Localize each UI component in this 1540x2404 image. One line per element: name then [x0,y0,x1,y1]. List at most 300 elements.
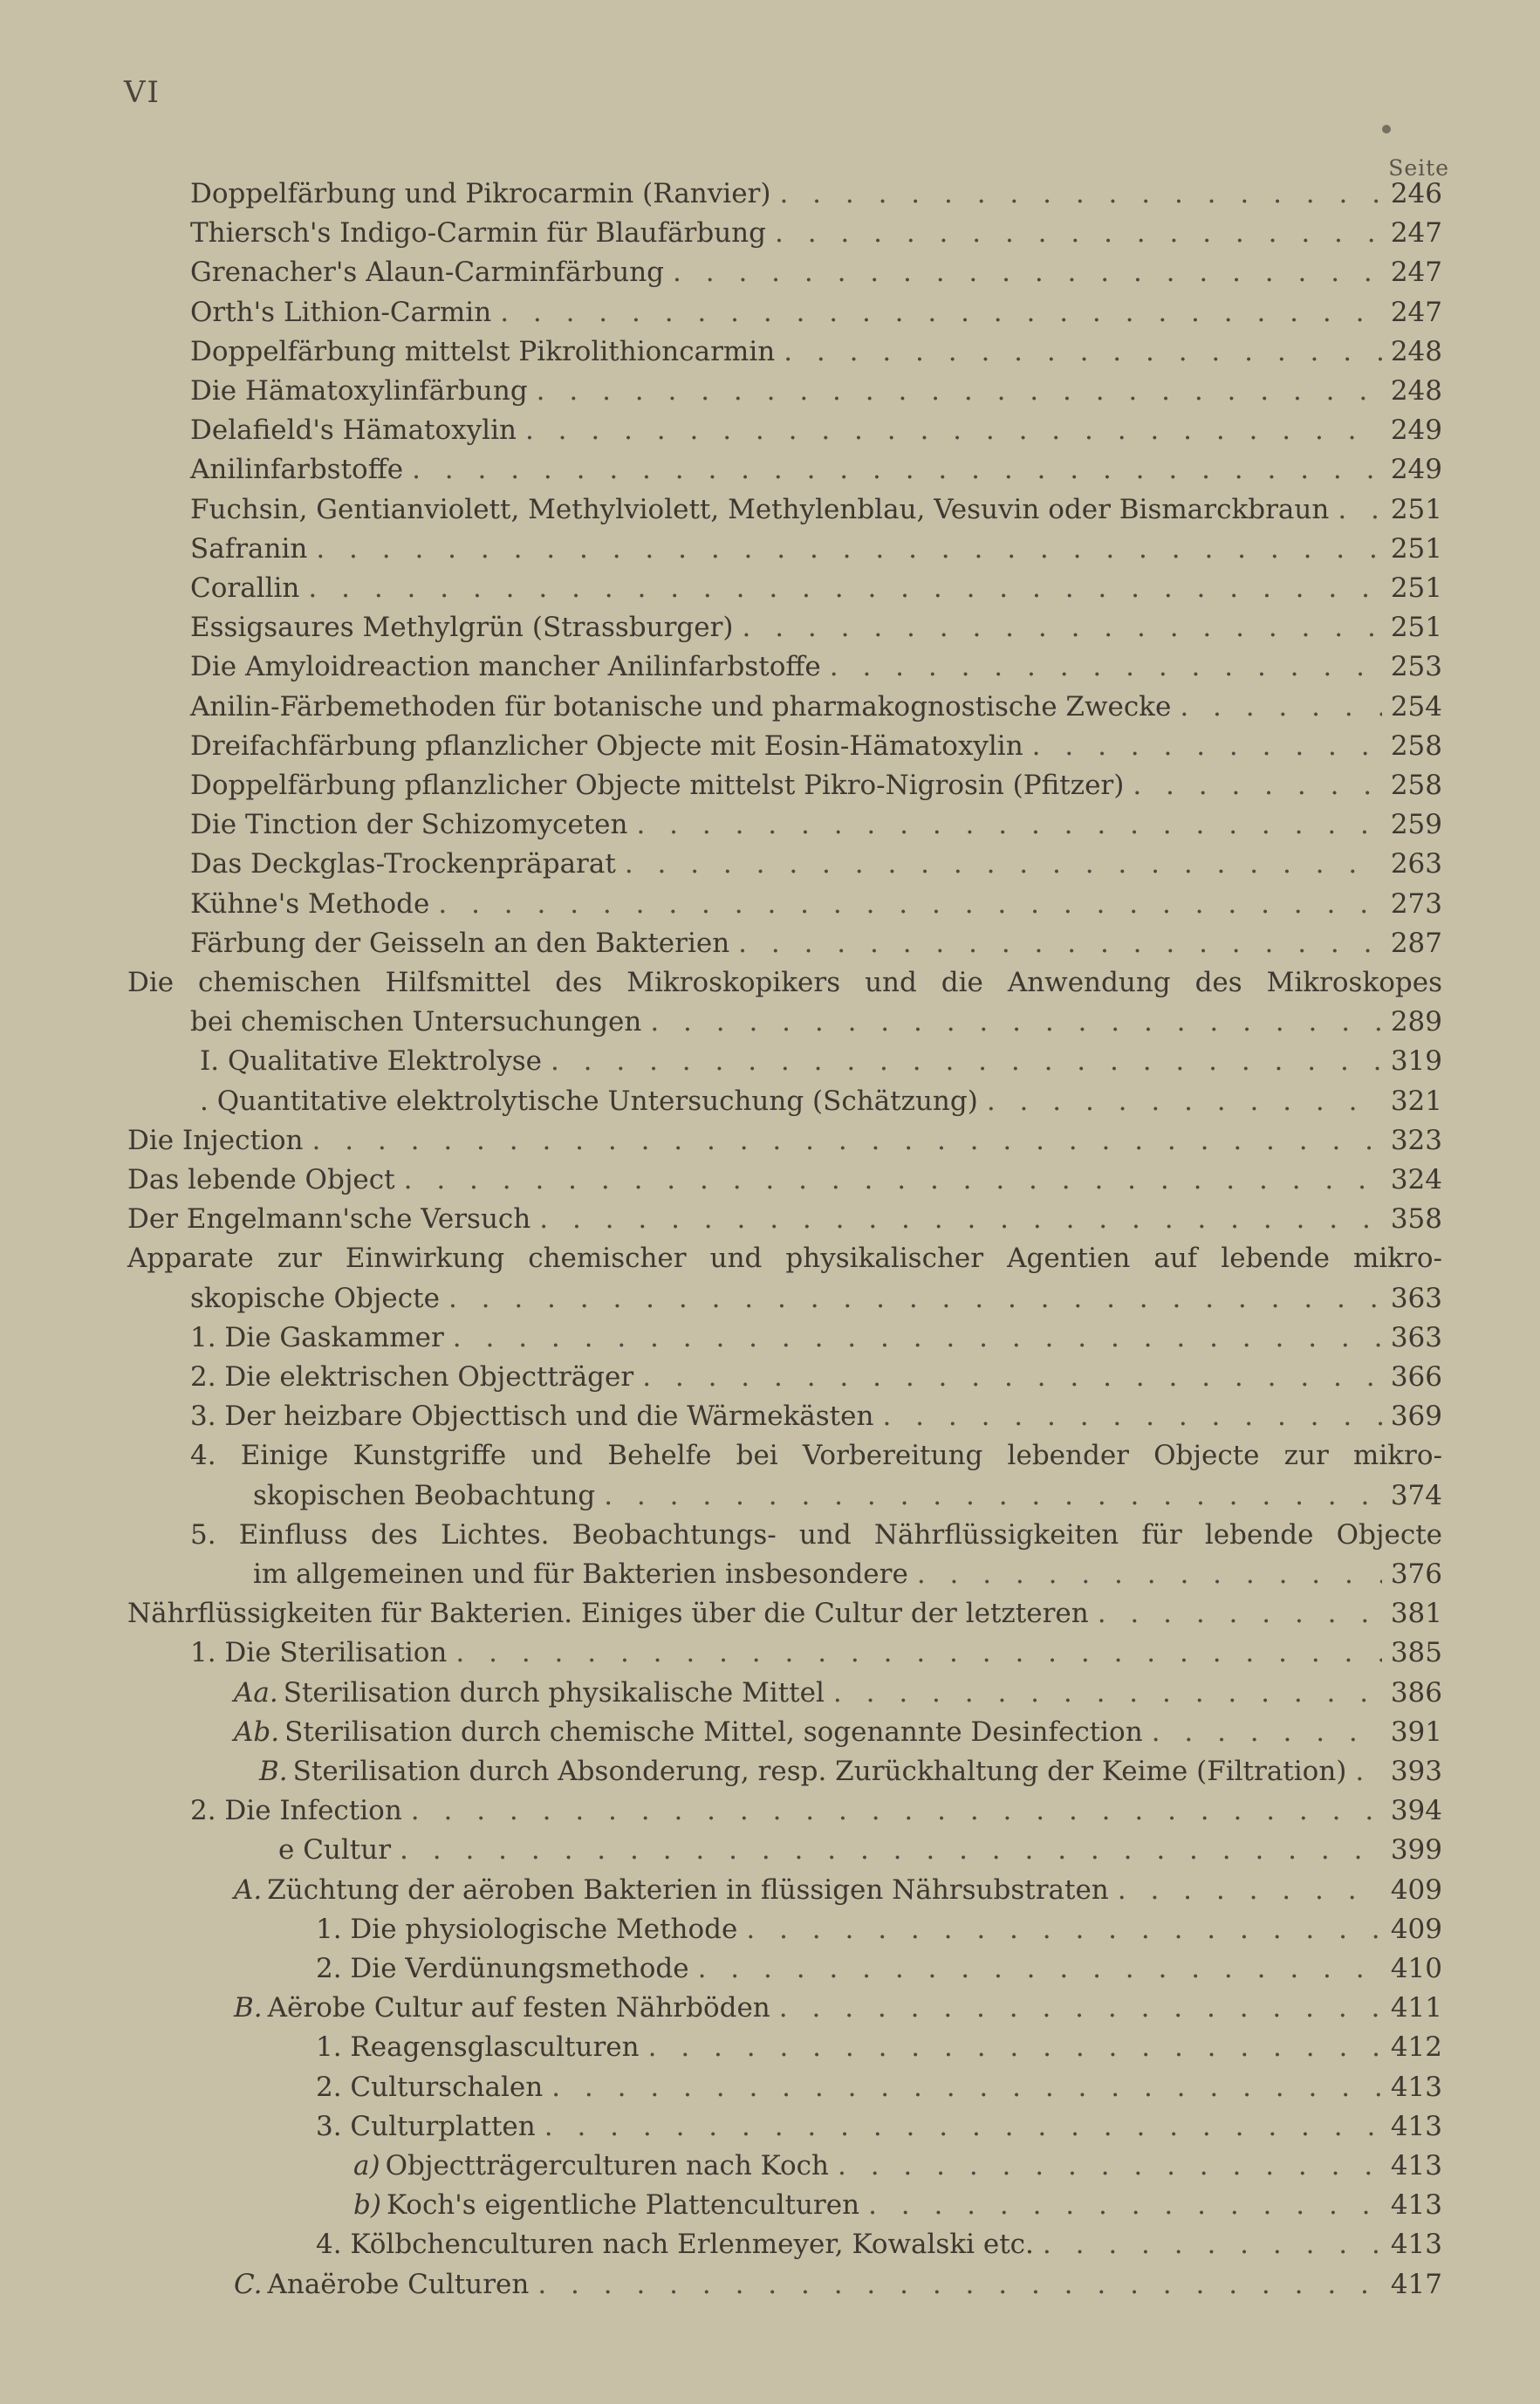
dot-leader [868,2186,1382,2224]
dot-leader [917,1555,1382,1593]
dot-leader [544,2107,1382,2146]
entry-title-text: Die Tinction der Schizomyceten [190,809,628,840]
toc-entry [316,2068,1442,2106]
toc-row [0,2225,1540,2264]
toc-row [0,1910,1540,1949]
entry-page-number: 413 [1390,2111,1442,2142]
toc-row [0,1200,1540,1238]
dot-leader [400,1831,1382,1869]
toc-row [0,963,1540,1002]
entry-page-number: 319 [1390,1045,1442,1077]
entry-page-number: 258 [1390,730,1442,762]
entry-prefix: B. [234,1992,263,2024]
entry-title-text: Safranin [190,533,308,565]
entry-prefix: b) [353,2189,381,2221]
toc-row [0,1713,1540,1751]
toc-row [0,2186,1540,2224]
entry-title [190,490,1329,529]
entry-title-text: Delafield's Hämatoxylin [190,414,517,446]
dot-leader [830,647,1382,686]
dot-leader [1152,1713,1382,1751]
entry-title [353,2147,829,2185]
toc-row [0,1516,1540,1554]
entry-title-text: Das Deckglas-Trockenpräparat [190,848,616,880]
toc-entry [316,2225,1442,2264]
dot-leader [775,214,1382,252]
toc-entry-continued [190,1516,1442,1554]
toc-row [0,766,1540,805]
dot-leader [1180,688,1382,726]
entry-title-text: Sterilisation durch physikalische Mittel [283,1677,825,1709]
toc-row [0,1989,1540,2027]
entry-page-number: 249 [1390,454,1442,485]
toc-entry [190,805,1442,844]
dot-leader [438,885,1381,923]
toc-entry [316,1910,1442,1949]
toc-row [0,1239,1540,1277]
entry-title-text: 4. Einige Kunstgriffe und Behelfe bei Vorbereitung lebender Objecte zur mikro- [190,1440,1442,1471]
entry-title [190,175,770,213]
dot-leader [650,1003,1381,1041]
entry-title [190,1440,1442,1471]
dot-leader [1133,766,1381,805]
toc-entry [190,1358,1442,1396]
entry-title-text: Die Injection [127,1125,304,1156]
toc-entry [190,845,1442,883]
dot-leader [779,175,1381,213]
entry-title-text: Anilin-Färbemethoden für botanische und pharmakognostische Zwecke [190,691,1172,723]
toc-row [0,1555,1540,1593]
toc-entry [200,1042,1442,1080]
entry-title [190,332,775,371]
toc-entry [278,1831,1442,1869]
entry-title-text: Der Engelmann'sche Versuch [127,1203,531,1235]
dot-leader [604,1476,1382,1515]
entry-title [190,569,299,607]
entry-page-number: 376 [1390,1558,1442,1590]
toc-row [0,1436,1540,1475]
entry-page-number: 273 [1390,888,1442,920]
toc-entry [190,490,1442,529]
dot-leader [738,924,1382,962]
entry-title-text: Die chemischen Hilfsmittel des Mikroskopikers und die Anwendung des Mikroskopes [127,967,1442,998]
toc-row [0,885,1540,923]
entry-title-text: e Cultur [278,1834,392,1866]
entry-title [353,2186,859,2224]
entry-title [190,1003,641,1041]
entry-title-text: 2. Culturschalen [316,2072,544,2103]
toc-entry [127,1121,1442,1160]
entry-title-text: 1. Die Sterilisation [190,1637,448,1668]
entry-page-number: 251 [1390,494,1442,525]
toc-row [0,1949,1540,1988]
entry-page-number: 369 [1390,1401,1442,1432]
dot-leader [1338,490,1382,529]
toc-entry [190,766,1442,805]
entry-title [190,530,307,568]
entry-title-text: 1. Die physiologische Methode [316,1914,738,1945]
entry-page-number: 413 [1390,2150,1442,2181]
dot-leader [308,569,1381,607]
entry-title [200,1082,978,1120]
entry-page-number: 366 [1390,1361,1442,1393]
toc-row [0,450,1540,489]
entry-page-number: 410 [1390,1953,1442,1984]
dot-leader [784,332,1382,371]
entry-page-number: 254 [1390,691,1442,723]
entry-title [316,1910,737,1949]
toc-row [0,214,1540,252]
toc-entry [190,1003,1442,1041]
dot-leader [833,1674,1382,1712]
toc-entry [259,1752,1442,1791]
toc-row [0,1397,1540,1435]
toc-entry [190,411,1442,449]
entry-title-text: Sterilisation durch chemische Mittel, sogenannte Desinfection [284,1716,1143,1748]
dot-leader [551,1042,1382,1080]
entry-title [234,1674,825,1712]
toc-entry [127,1161,1442,1199]
entry-title [190,1397,873,1435]
toc-entry [127,1594,1442,1633]
toc-entry [190,885,1442,923]
entry-title [190,1791,402,1830]
entry-title-text: Koch's eigentliche Plattenculturen [386,2189,860,2221]
toc-row [0,1042,1540,1080]
entry-title-text: Fuchsin, Gentianviolett, Methylviolett, Methylenblau, Vesuvin oder Bismarckbraun [190,494,1330,525]
entry-title-text: Das lebende Object [127,1164,395,1195]
toc-entry [316,1949,1442,1988]
toc-entry [190,1397,1442,1435]
dot-leader [1043,2225,1382,2264]
toc-entry-continued [127,963,1442,1002]
entry-prefix: a) [353,2150,380,2181]
toc-row [0,1279,1540,1318]
entry-title-text: Färbung der Geisseln an den Bakterien [190,928,730,959]
entry-page-number: 381 [1390,1598,1442,1629]
entry-title [190,608,734,647]
entry-title-text: 2. Die Infection [190,1795,402,1826]
dot-leader [838,2147,1382,2185]
toc-entry [190,688,1442,726]
toc-entry [353,2186,1442,2224]
toc-entry [190,332,1442,371]
entry-title [190,214,766,252]
dot-leader [412,450,1382,489]
dot-leader [448,1279,1382,1318]
dot-leader [316,530,1381,568]
dot-leader [779,1989,1382,2027]
dot-leader [537,2265,1382,2304]
entry-title [316,2225,1034,2264]
entry-title-text: 1. Die Gaskammer [190,1322,444,1353]
toc-entry [234,1989,1442,2027]
dot-leader [453,1318,1382,1357]
entry-page-number: 324 [1390,1164,1442,1195]
entry-page-number: 374 [1390,1480,1442,1511]
entry-title [253,1555,908,1593]
toc-row [0,569,1540,607]
dot-leader [642,1358,1382,1396]
toc-row [0,2147,1540,2185]
dot-leader [411,1791,1382,1830]
toc-row [0,1318,1540,1357]
dot-leader [455,1633,1381,1672]
entry-title [234,1871,1109,1909]
entry-title [127,1121,304,1160]
dot-leader [987,1082,1382,1120]
entry-page-number: 391 [1390,1716,1442,1748]
entry-title [316,2107,536,2146]
dot-leader [882,1397,1381,1435]
entry-title [127,967,1442,998]
dot-leader [636,805,1381,844]
toc-row [0,1633,1540,1672]
dot-leader [698,1949,1382,1988]
toc-row [0,530,1540,568]
toc-row [0,1082,1540,1120]
entry-page-number: 251 [1390,572,1442,604]
entry-title-text: Aërobe Cultur auf festen Nährböden [267,1992,770,2024]
entry-title [316,2028,640,2066]
toc-entry [190,530,1442,568]
entry-title-text: Die Amyloidreaction mancher Anilinfarbstoffe [190,651,821,682]
entry-page-number: 385 [1390,1637,1442,1668]
toc-row [0,1161,1540,1199]
entry-title [127,1594,1089,1633]
dot-leader [743,608,1382,647]
toc-entry [190,214,1442,252]
entry-title-text: 4. Kölbchenculturen nach Erlenmeyer, Kowalski etc. [316,2229,1034,2260]
entry-page-number: 386 [1390,1677,1442,1709]
entry-title-text: Anilinfarbstoffe [190,454,404,485]
entry-page-number: 417 [1390,2269,1442,2300]
toc-entry [190,253,1442,291]
entry-page-number: 249 [1390,414,1442,446]
toc-entry [316,2028,1442,2066]
page-column-label: Seite [1388,155,1449,181]
dot-leader [537,372,1382,410]
entry-page-number: 247 [1390,257,1442,288]
toc-entry [253,1555,1442,1593]
entry-title [190,805,627,844]
entry-title [190,727,1023,765]
entry-title [190,1633,447,1672]
entry-title [234,1989,770,2027]
toc-entry [190,727,1442,765]
entry-page-number: 394 [1390,1795,1442,1826]
dot-leader [404,1161,1382,1199]
entry-prefix: A. [234,1874,263,1906]
dot-leader [539,1200,1382,1238]
entry-page-number: 393 [1390,1756,1442,1787]
entry-page-number: 413 [1390,2189,1442,2221]
entry-page-number: 263 [1390,848,1442,880]
entry-page-number: 247 [1390,217,1442,249]
toc-row [0,608,1540,647]
toc-entry [190,1279,1442,1318]
ink-speck [1382,125,1391,134]
entry-page-number: 251 [1390,533,1442,565]
entry-page-number: 246 [1390,178,1442,209]
entry-title-text: bei chemischen Untersuchungen [190,1006,642,1038]
entry-title-text: Thiersch's Indigo-Carmin für Blaufärbung [190,217,766,249]
dot-leader [525,411,1382,449]
toc-entry-continued [190,1436,1442,1475]
entry-page-number: 399 [1390,1834,1442,1866]
toc-row [0,1594,1540,1633]
toc-entry [253,1476,1442,1515]
toc-row [0,2028,1540,2066]
toc-row [0,845,1540,883]
toc-entry [190,293,1442,332]
entry-page-number: 258 [1390,770,1442,801]
toc-row [0,1674,1540,1712]
page-number: VI [124,75,161,110]
toc-row [0,411,1540,449]
entry-title-text: Doppelfärbung mittelst Pikrolithioncarmin [190,336,776,367]
toc-row [0,727,1540,765]
dot-leader [500,293,1382,332]
toc-entry [190,924,1442,962]
toc-row [0,332,1540,371]
entry-page-number: 363 [1390,1283,1442,1314]
toc-row [0,2265,1540,2304]
toc-row [0,372,1540,410]
entry-title-text: 3. Der heizbare Objecttisch und die Wärmekästen [190,1401,874,1432]
entry-title [190,885,429,923]
toc-entry [190,175,1442,213]
entry-page-number: 247 [1390,297,1442,328]
dot-leader [1118,1871,1382,1909]
entry-title [259,1752,1346,1791]
toc-entry [316,2107,1442,2146]
entry-title-text: 2. Die elektrischen Objectträger [190,1361,634,1393]
entry-title-text: 3. Culturplatten [316,2111,536,2142]
entry-prefix: C. [234,2269,263,2300]
entry-title-text: Doppelfärbung pflanzlicher Objecte mittelst Pikro-Nigrosin (Pfitzer) [190,770,1125,801]
dot-leader [1032,727,1382,765]
entry-page-number: 412 [1390,2031,1442,2063]
entry-title-text: Nährflüssigkeiten für Bakterien. Einiges über die Cultur der letzteren [127,1598,1089,1629]
toc-row [0,490,1540,529]
toc-row [0,1752,1540,1791]
toc-entry [200,1082,1442,1120]
entry-page-number: 321 [1390,1086,1442,1117]
entry-prefix: Ab. [234,1716,280,1748]
entry-title-text: im allgemeinen und für Bakterien insbesondere [253,1558,908,1590]
entry-title-text: Apparate zur Einwirkung chemischer und physikalischer Agentien auf lebende mikro- [127,1243,1442,1274]
entry-title [190,1318,444,1357]
entry-title-text: Kühne's Methode [190,888,430,920]
entry-title [190,766,1124,805]
toc-entry [234,2265,1442,2304]
dot-leader [648,2028,1382,2066]
entry-title-text: Die Hämatoxylinfärbung [190,375,528,407]
entry-title-text: Orth's Lithion-Carmin [190,297,492,328]
dot-leader [1355,1752,1381,1791]
entry-title [200,1042,542,1080]
entry-page-number: 289 [1390,1006,1442,1038]
entry-title-text: skopische Objecte [190,1283,440,1314]
entry-title-text: . Quantitative elektrolytische Untersuchung (Schätzung) [200,1086,978,1117]
toc-row [0,175,1540,213]
entry-title [190,924,729,962]
entry-page-number: 287 [1390,928,1442,959]
toc-row [0,1476,1540,1515]
entry-page-number: 253 [1390,651,1442,682]
entry-page-number: 358 [1390,1203,1442,1235]
dot-leader [551,2068,1382,2106]
toc-entry [190,1633,1442,1672]
entry-title-text: Züchtung der aëroben Bakterien in flüssigen Nährsubstraten [267,1874,1109,1906]
toc-row [0,1871,1540,1909]
toc-entry [353,2147,1442,2185]
entry-title-text: Corallin [190,572,300,604]
toc-entry [190,608,1442,647]
toc-entry [190,569,1442,607]
toc-row [0,293,1540,332]
toc-entry [127,1200,1442,1238]
entry-title [278,1831,391,1869]
entry-title [127,1161,395,1199]
dot-leader [673,253,1382,291]
entry-title [190,1519,1442,1551]
entry-title [190,1358,633,1396]
toc-row [0,1358,1540,1396]
entry-title [234,1713,1143,1751]
toc-entry [234,1871,1442,1909]
entry-title-text: Doppelfärbung und Pikrocarmin (Ranvier) [190,178,771,209]
toc-row [0,805,1540,844]
entry-title-text: Essigsaures Methylgrün (Strassburger) [190,612,734,643]
toc-row [0,2107,1540,2146]
toc-row [0,1003,1540,1041]
entry-title-text: 1. Reagensglasculturen [316,2031,640,2063]
entry-page-number: 411 [1390,1992,1442,2024]
entry-title [190,688,1171,726]
entry-title [190,411,517,449]
toc-entry-continued [127,1239,1442,1277]
toc-row [0,1791,1540,1830]
toc-row [0,688,1540,726]
entry-page-number: 409 [1390,1914,1442,1945]
entry-title [316,2068,543,2106]
toc-row [0,647,1540,686]
toc-entry [234,1713,1442,1751]
toc-entry [190,647,1442,686]
toc-row [0,1121,1540,1160]
entry-title [190,845,616,883]
entry-title [190,293,491,332]
dot-leader [625,845,1382,883]
entry-page-number: 323 [1390,1125,1442,1156]
toc-row [0,924,1540,962]
toc-row [0,2068,1540,2106]
dot-leader [1098,1594,1382,1633]
entry-page-number: 248 [1390,336,1442,367]
entry-title [190,647,821,686]
entry-title-text: Objectträgerculturen nach Koch [385,2150,829,2181]
entry-page-number: 413 [1390,2072,1442,2103]
entry-title-text: 5. Einfluss des Lichtes. Beobachtungs- und Nährflüssigkeiten für lebende Objecte [190,1519,1442,1551]
toc-row [0,253,1540,291]
entry-page-number: 248 [1390,375,1442,407]
toc-entry [190,450,1442,489]
dot-leader [746,1910,1381,1949]
entry-page-number: 363 [1390,1322,1442,1353]
toc-entry [190,1791,1442,1830]
